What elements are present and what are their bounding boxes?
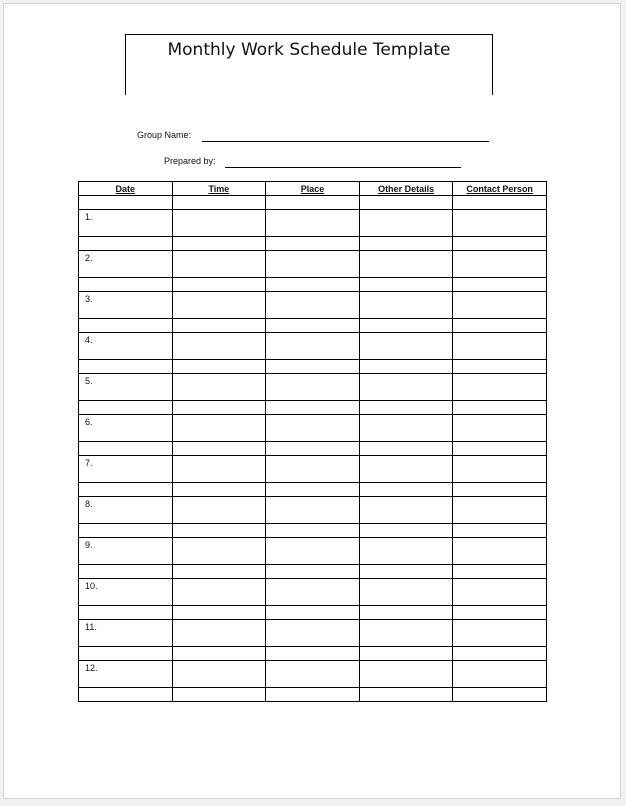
table-cell[interactable]: [266, 360, 360, 374]
table-cell[interactable]: [453, 237, 547, 251]
table-cell[interactable]: [359, 360, 453, 374]
table-cell[interactable]: [359, 374, 453, 401]
table-row: [79, 210, 547, 237]
table-cell[interactable]: [79, 401, 173, 415]
table-cell[interactable]: [359, 292, 453, 319]
row-number: 11.: [85, 622, 97, 632]
table-row: [79, 620, 547, 647]
table-cell[interactable]: [172, 292, 266, 319]
spacer-row: [79, 647, 547, 661]
table-cell[interactable]: [453, 606, 547, 620]
table-cell[interactable]: [79, 606, 173, 620]
table-cell[interactable]: [172, 278, 266, 292]
table-cell[interactable]: [79, 483, 173, 497]
spacer-row: [79, 565, 547, 579]
table-cell[interactable]: [266, 251, 360, 278]
table-cell[interactable]: [359, 415, 453, 442]
prepared-by-line[interactable]: [225, 167, 461, 168]
table-cell[interactable]: [172, 210, 266, 237]
table-cell[interactable]: [79, 196, 173, 210]
table-row: [79, 292, 547, 319]
header-place: Place: [266, 182, 360, 196]
table-cell[interactable]: [172, 360, 266, 374]
table-cell[interactable]: [266, 688, 360, 702]
table-cell[interactable]: [359, 565, 453, 579]
table-cell[interactable]: [79, 647, 173, 661]
table-cell[interactable]: [266, 196, 360, 210]
table-cell[interactable]: [359, 456, 453, 483]
table-cell[interactable]: [266, 483, 360, 497]
table-row: [79, 456, 547, 483]
table-cell[interactable]: [453, 401, 547, 415]
table-cell[interactable]: [266, 278, 360, 292]
header-date: Date: [79, 182, 173, 196]
table-row: [79, 415, 547, 442]
table-cell[interactable]: [359, 278, 453, 292]
table-cell[interactable]: [453, 483, 547, 497]
date-cell[interactable]: [79, 661, 173, 688]
table-cell[interactable]: [79, 442, 173, 456]
table-cell[interactable]: [359, 606, 453, 620]
table-cell[interactable]: [359, 483, 453, 497]
table-cell[interactable]: [172, 579, 266, 606]
table-cell[interactable]: [453, 442, 547, 456]
table-row: [79, 538, 547, 565]
table-cell[interactable]: [453, 620, 547, 647]
table-cell[interactable]: [79, 360, 173, 374]
date-cell[interactable]: [79, 456, 173, 483]
date-cell[interactable]: [79, 620, 173, 647]
date-cell[interactable]: [79, 579, 173, 606]
date-cell[interactable]: [79, 292, 173, 319]
spacer-row: [79, 401, 547, 415]
table-cell[interactable]: [266, 442, 360, 456]
date-cell[interactable]: [79, 333, 173, 360]
table-cell[interactable]: [359, 401, 453, 415]
date-cell[interactable]: [79, 210, 173, 237]
spacer-row: [79, 483, 547, 497]
table-cell[interactable]: [172, 333, 266, 360]
table-cell[interactable]: [172, 661, 266, 688]
table-cell[interactable]: [359, 579, 453, 606]
spacer-row: [79, 196, 547, 210]
table-cell[interactable]: [266, 497, 360, 524]
row-number: 2.: [85, 253, 93, 263]
spacer-row: [79, 237, 547, 251]
table-cell[interactable]: [172, 415, 266, 442]
table-cell[interactable]: [453, 360, 547, 374]
table-cell[interactable]: [172, 237, 266, 251]
table-cell[interactable]: [266, 579, 360, 606]
table-cell[interactable]: [453, 415, 547, 442]
table-cell[interactable]: [453, 497, 547, 524]
table-cell[interactable]: [172, 196, 266, 210]
date-cell[interactable]: [79, 497, 173, 524]
table-cell[interactable]: [453, 688, 547, 702]
row-number: 4.: [85, 335, 93, 345]
table-cell[interactable]: [453, 374, 547, 401]
table-cell[interactable]: [453, 524, 547, 538]
row-number: 12.: [85, 663, 98, 673]
table-cell[interactable]: [359, 647, 453, 661]
table-cell[interactable]: [172, 319, 266, 333]
spacer-row: [79, 524, 547, 538]
table-cell[interactable]: [266, 565, 360, 579]
table-cell[interactable]: [359, 688, 453, 702]
table-header-row: [79, 182, 547, 196]
table-cell[interactable]: [266, 292, 360, 319]
table-cell[interactable]: [359, 210, 453, 237]
table-cell[interactable]: [453, 251, 547, 278]
spacer-row: [79, 688, 547, 702]
table-cell[interactable]: [266, 401, 360, 415]
table-row: [79, 661, 547, 688]
table-cell[interactable]: [79, 524, 173, 538]
table-cell[interactable]: [266, 661, 360, 688]
table-cell[interactable]: [266, 415, 360, 442]
row-number: 3.: [85, 294, 93, 304]
row-number: 6.: [85, 417, 93, 427]
header-other-details: Other Details: [359, 182, 453, 196]
row-number: 10.: [85, 581, 98, 591]
table-cell[interactable]: [359, 661, 453, 688]
table-cell[interactable]: [79, 278, 173, 292]
date-cell[interactable]: [79, 251, 173, 278]
table-cell[interactable]: [266, 333, 360, 360]
table-cell[interactable]: [172, 647, 266, 661]
table-row: [79, 374, 547, 401]
table-cell[interactable]: [172, 538, 266, 565]
table-cell[interactable]: [359, 620, 453, 647]
table-cell[interactable]: [359, 237, 453, 251]
table-cell[interactable]: [266, 647, 360, 661]
table-cell[interactable]: [266, 538, 360, 565]
table-cell[interactable]: [172, 442, 266, 456]
table-cell[interactable]: [453, 565, 547, 579]
title-box: [125, 34, 493, 95]
table-cell[interactable]: [453, 319, 547, 333]
table-cell[interactable]: [453, 538, 547, 565]
table-cell[interactable]: [266, 606, 360, 620]
table-cell[interactable]: [453, 456, 547, 483]
table-cell[interactable]: [453, 579, 547, 606]
schedule-table: [78, 181, 547, 702]
table-row: [79, 497, 547, 524]
date-cell[interactable]: [79, 374, 173, 401]
table-cell[interactable]: [453, 292, 547, 319]
spacer-row: [79, 360, 547, 374]
table-cell[interactable]: [79, 319, 173, 333]
table-cell[interactable]: [453, 333, 547, 360]
spacer-row: [79, 442, 547, 456]
table-cell[interactable]: [266, 237, 360, 251]
table-cell[interactable]: [359, 497, 453, 524]
header-time: Time: [172, 182, 266, 196]
table-cell[interactable]: [453, 210, 547, 237]
row-number: 1.: [85, 212, 93, 222]
page-title: Monthly Work Schedule Template: [167, 40, 451, 60]
table-cell[interactable]: [453, 661, 547, 688]
table-cell[interactable]: [266, 620, 360, 647]
row-number: 9.: [85, 540, 93, 550]
table-cell[interactable]: [172, 565, 266, 579]
table-cell[interactable]: [172, 456, 266, 483]
table-cell[interactable]: [453, 647, 547, 661]
table-cell[interactable]: [172, 374, 266, 401]
table-cell[interactable]: [359, 524, 453, 538]
document-page: [3, 3, 621, 799]
table-cell[interactable]: [266, 374, 360, 401]
table-cell[interactable]: [79, 565, 173, 579]
table-row: [79, 251, 547, 278]
spacer-row: [79, 278, 547, 292]
date-cell[interactable]: [79, 415, 173, 442]
table-cell[interactable]: [266, 456, 360, 483]
table-cell[interactable]: [172, 524, 266, 538]
table-cell[interactable]: [359, 319, 453, 333]
table-row: [79, 333, 547, 360]
spacer-row: [79, 606, 547, 620]
spacer-row: [79, 319, 547, 333]
table-cell[interactable]: [359, 538, 453, 565]
table-cell[interactable]: [359, 251, 453, 278]
schedule-body: [79, 196, 547, 702]
table-cell[interactable]: [359, 442, 453, 456]
table-cell[interactable]: [266, 319, 360, 333]
table-cell[interactable]: [172, 606, 266, 620]
table-row: [79, 579, 547, 606]
table-cell[interactable]: [79, 688, 173, 702]
row-number: 7.: [85, 458, 93, 468]
prepared-by-label: Prepared by:: [164, 156, 216, 166]
table-cell[interactable]: [172, 497, 266, 524]
row-number: 8.: [85, 499, 93, 509]
table-cell[interactable]: [266, 524, 360, 538]
group-name-line[interactable]: [202, 141, 489, 142]
date-cell[interactable]: [79, 538, 173, 565]
table-cell[interactable]: [172, 401, 266, 415]
table-cell[interactable]: [172, 251, 266, 278]
table-cell[interactable]: [453, 196, 547, 210]
table-cell[interactable]: [359, 333, 453, 360]
table-cell[interactable]: [79, 237, 173, 251]
table-cell[interactable]: [172, 483, 266, 497]
table-cell[interactable]: [172, 688, 266, 702]
group-name-label: Group Name:: [137, 130, 192, 140]
row-number: 5.: [85, 376, 93, 386]
header-contact-person: Contact Person: [453, 182, 547, 196]
table-cell[interactable]: [453, 278, 547, 292]
table-cell[interactable]: [172, 620, 266, 647]
table-cell[interactable]: [359, 196, 453, 210]
table-cell[interactable]: [266, 210, 360, 237]
